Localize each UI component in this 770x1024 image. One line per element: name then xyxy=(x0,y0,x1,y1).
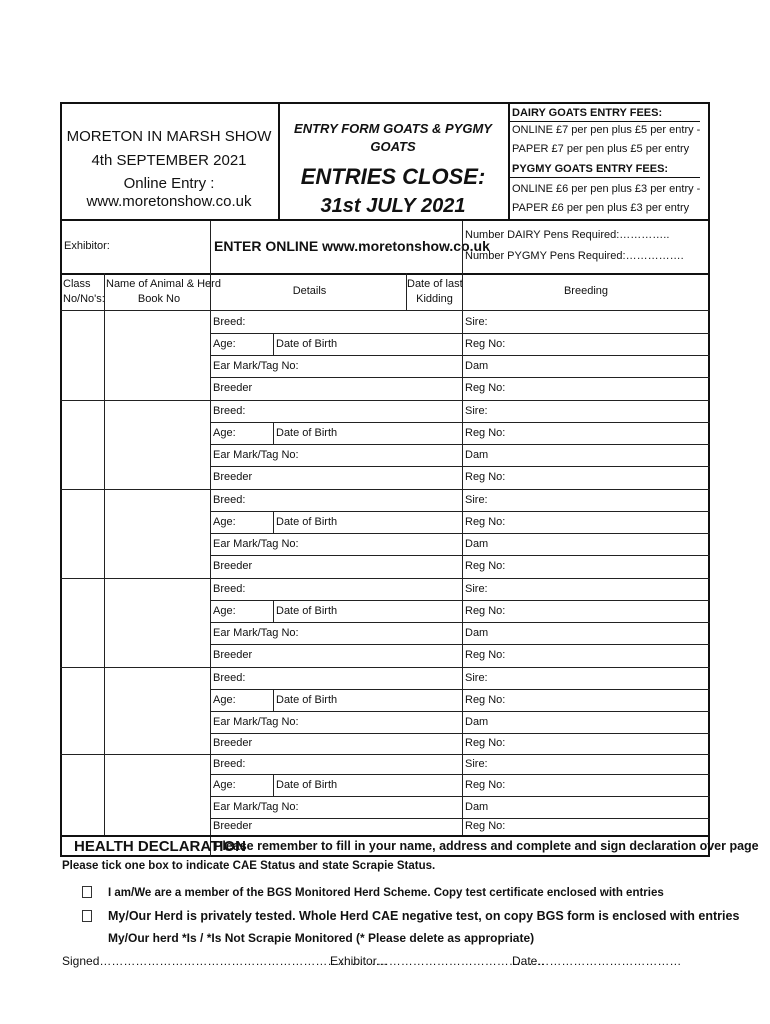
entry-3-reg-no-label: Reg No: xyxy=(465,516,506,528)
entry-2-dob-label: Date of Birth xyxy=(276,427,338,439)
entry-5-row-line xyxy=(210,711,710,712)
exhibitor-divider-2 xyxy=(462,221,463,273)
entry-1-row-line xyxy=(210,333,710,334)
entry-4-dam-label: Dam xyxy=(465,627,489,639)
cae-option-2-checkbox[interactable] xyxy=(82,910,92,922)
entry-5-separator xyxy=(60,754,710,755)
entry-3-breeder-label: Breeder xyxy=(213,560,253,572)
entry-3-dob-label: Date of Birth xyxy=(276,516,338,528)
cae-option-2-label: My/Our Herd is privately tested. Whole Herd CAE negative test, on copy BGS form is enclosed with entries xyxy=(108,909,740,923)
entry-form xyxy=(60,102,759,857)
entry-6-row-line xyxy=(210,818,710,819)
entries-bottom-line xyxy=(60,835,710,837)
entry-4-age-divider xyxy=(273,600,274,622)
entry-4-row-line xyxy=(210,600,710,601)
entry-6-earmark-label: Ear Mark/Tag No: xyxy=(213,801,299,813)
entry-4-reg-no-label: Reg No: xyxy=(465,649,506,661)
entry-5-age-divider xyxy=(273,689,274,711)
entry-3-age-label: Age: xyxy=(213,516,236,528)
form-title: ENTRY FORM GOATS & PYGMY GOATS xyxy=(294,121,492,154)
entry-4-dob-label: Date of Birth xyxy=(276,605,338,617)
column-header-bottom-line xyxy=(60,310,710,311)
col-kidding-label-2: Kidding xyxy=(416,293,453,305)
entry-4-reg-no-label: Reg No: xyxy=(465,605,506,617)
entry-5-reg-no-label: Reg No: xyxy=(465,737,506,749)
entry-1-age-divider xyxy=(273,333,274,355)
entry-3-dam-label: Dam xyxy=(465,538,489,550)
entry-6-sire-label: Sire: xyxy=(465,758,488,770)
scrapie-status: My/Our herd *Is / *Is Not Scrapie Monitored (* Please delete as appropriate) xyxy=(108,931,535,945)
entry-5-dob-label: Date of Birth xyxy=(276,694,338,706)
header-divider-2 xyxy=(508,102,510,221)
pygmy-fees-underline xyxy=(510,177,700,178)
entry-5-age-label: Age: xyxy=(213,694,236,706)
entry-3-separator xyxy=(60,578,710,579)
entry-3-sire-label: Sire: xyxy=(465,494,488,506)
cae-option-1-label: I am/We are a member of the BGS Monitored Herd Scheme. Copy test certificate enclosed with entries xyxy=(108,887,664,899)
entry-5-row-line xyxy=(210,733,710,734)
header-bottom-line xyxy=(60,219,710,221)
entries-close-date: 31st JULY 2021 xyxy=(320,195,466,217)
entry-1-reg-no-label: Reg No: xyxy=(465,338,506,350)
name-col-divider xyxy=(210,273,211,857)
entry-3-row-line xyxy=(210,555,710,556)
col-name-label: Name of Animal & Herd xyxy=(106,278,221,290)
entry-3-reg-no-label: Reg No: xyxy=(465,560,506,572)
col-name-label-2: Book No xyxy=(137,293,181,305)
entry-4-sire-label: Sire: xyxy=(465,583,488,595)
entry-1-row-line xyxy=(210,355,710,356)
entries-close-label: ENTRIES CLOSE: xyxy=(300,164,486,189)
entry-6-reg-no-label: Reg No: xyxy=(465,820,506,832)
entry-5-breeder-label: Breeder xyxy=(213,737,253,749)
pygmy-fee-online: ONLINE £6 per pen plus £3 per entry - xyxy=(512,183,701,195)
entry-1-age-label: Age: xyxy=(213,338,236,350)
details-col-divider xyxy=(406,273,407,310)
entry-1-dob-label: Date of Birth xyxy=(276,338,338,350)
entry-5-row-line xyxy=(210,689,710,690)
entry-3-age-divider xyxy=(273,511,274,533)
dairy-fee-paper: PAPER £7 per pen plus £5 per entry xyxy=(512,143,690,155)
class-col-divider xyxy=(104,273,105,835)
pygmy-pens-required: Number PYGMY Pens Required:……………. xyxy=(465,250,684,262)
date-line[interactable]: Date……………………………… xyxy=(512,954,682,968)
col-class-label: Class xyxy=(63,278,91,290)
entry-6-breeder-label: Breeder xyxy=(213,820,253,832)
entry-1-breeder-label: Breeder xyxy=(213,382,253,394)
entry-4-earmark-label: Ear Mark/Tag No: xyxy=(213,627,299,639)
entry-4-age-label: Age: xyxy=(213,605,236,617)
pygmy-fee-paper: PAPER £6 per pen plus £3 per entry xyxy=(512,202,690,214)
entry-3-row-line xyxy=(210,533,710,534)
health-declaration-heading: HEALTH DECLARATION xyxy=(74,838,246,855)
entry-6-dob-label: Date of Birth xyxy=(276,779,338,791)
entry-6-row-line xyxy=(210,774,710,775)
entry-1-sire-label: Sire: xyxy=(465,316,488,328)
entry-4-row-line xyxy=(210,644,710,645)
entry-2-reg-no-label: Reg No: xyxy=(465,427,506,439)
col-breeding-label: Breeding xyxy=(563,285,609,297)
show-name: MORETON IN MARSH SHOW xyxy=(66,128,272,145)
entry-4-row-line xyxy=(210,622,710,623)
entry-2-sire-label: Sire: xyxy=(465,405,488,417)
entry-2-row-line xyxy=(210,466,710,467)
exhibitor-divider-1 xyxy=(210,221,211,273)
entry-6-row-line xyxy=(210,796,710,797)
entry-5-breed-label: Breed: xyxy=(213,672,246,684)
entry-2-age-divider xyxy=(273,422,274,444)
show-date: 4th SEPTEMBER 2021 xyxy=(91,152,247,169)
entry-1-row-line xyxy=(210,377,710,378)
entry-2-row-line xyxy=(210,444,710,445)
signed-line[interactable]: Signed……………………………………………………………… xyxy=(62,954,388,968)
col-class-label-2: No/No's: xyxy=(63,293,105,305)
entry-3-earmark-label: Ear Mark/Tag No: xyxy=(213,538,299,550)
entry-5-earmark-label: Ear Mark/Tag No: xyxy=(213,716,299,728)
entry-5-sire-label: Sire: xyxy=(465,672,488,684)
dairy-fee-online: ONLINE £7 per pen plus £5 per entry - xyxy=(512,124,701,136)
entry-5-reg-no-label: Reg No: xyxy=(465,694,506,706)
entry-6-breed-label: Breed: xyxy=(213,758,246,770)
entry-4-separator xyxy=(60,667,710,668)
entry-6-age-label: Age: xyxy=(213,779,236,791)
entry-2-age-label: Age: xyxy=(213,427,236,439)
reminder-text: Please remember to fill in your name, address and complete and sign declaration over page xyxy=(214,839,759,853)
entry-4-breeder-label: Breeder xyxy=(213,649,253,661)
entry-3-row-line xyxy=(210,511,710,512)
dairy-fees-underline xyxy=(510,121,700,122)
exhibitor-bottom-line xyxy=(60,273,710,275)
entry-2-breed-label: Breed: xyxy=(213,405,246,417)
pygmy-fees-title: PYGMY GOATS ENTRY FEES: xyxy=(512,163,669,175)
entry-1-reg-no-label: Reg No: xyxy=(465,382,506,394)
entry-2-row-line xyxy=(210,422,710,423)
exhibitor-label: Exhibitor: xyxy=(64,240,110,252)
entry-1-earmark-label: Ear Mark/Tag No: xyxy=(213,360,299,372)
entry-4-breed-label: Breed: xyxy=(213,583,246,595)
enter-online-link: ENTER ONLINE www.moretonshow.co.uk xyxy=(214,238,490,254)
entry-6-age-divider xyxy=(273,774,274,796)
dairy-fees-title: DAIRY GOATS ENTRY FEES: xyxy=(512,107,663,119)
entry-2-earmark-label: Ear Mark/Tag No: xyxy=(213,449,299,461)
entry-3-breed-label: Breed: xyxy=(213,494,246,506)
tick-instruction: Please tick one box to indicate CAE Status and state Scrapie Status. xyxy=(62,860,436,872)
entry-5-dam-label: Dam xyxy=(465,716,489,728)
kidding-col-divider xyxy=(462,273,463,835)
entry-1-breed-label: Breed: xyxy=(213,316,246,328)
online-entry-url: Online Entry : www.moretonshow.co.uk xyxy=(86,175,252,210)
dairy-pens-required: Number DAIRY Pens Required:………….. xyxy=(465,229,670,241)
entry-6-dam-label: Dam xyxy=(465,801,489,813)
cae-option-1-checkbox[interactable] xyxy=(82,886,92,898)
col-kidding-label: Date of last xyxy=(407,278,463,290)
entry-2-dam-label: Dam xyxy=(465,449,489,461)
entry-1-separator xyxy=(60,400,710,401)
entry-1-dam-label: Dam xyxy=(465,360,489,372)
entry-2-breeder-label: Breeder xyxy=(213,471,253,483)
entry-6-reg-no-label: Reg No: xyxy=(465,779,506,791)
entry-2-reg-no-label: Reg No: xyxy=(465,471,506,483)
col-details-label: Details xyxy=(292,285,327,297)
exhibitor-signature-line[interactable]: Exhibitor…………………………………… xyxy=(330,954,545,968)
entry-2-separator xyxy=(60,489,710,490)
